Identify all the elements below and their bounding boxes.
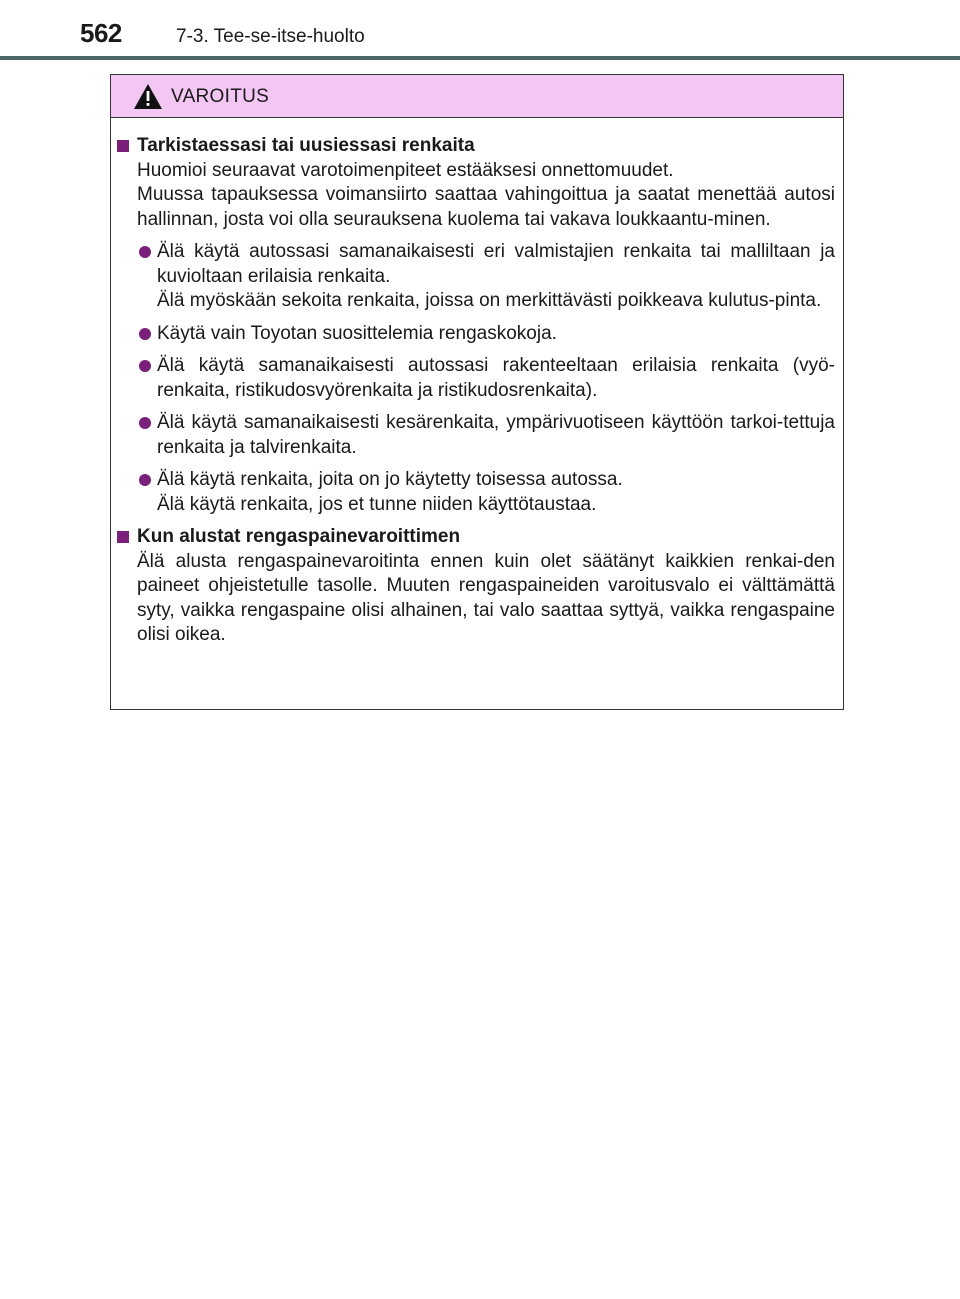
list-item: [117, 468, 835, 517]
page-header: [0, 0, 960, 60]
bullet-line: Älä käytä renkaita, jos et tunne niiden käyttötaustaa.: [157, 493, 597, 515]
bullet-line: Älä käytä autossasi samanaikaisesti eri valmistajien renkaita tai malliltaan ja kuvioltaan erilaisia renkaita.: [157, 241, 835, 287]
warning-header: [111, 75, 843, 118]
list-item: [117, 322, 835, 347]
square-bullet-icon: [117, 140, 129, 152]
topic-heading: [117, 525, 835, 550]
warning-box: [110, 74, 844, 710]
topic-text: [117, 550, 835, 648]
header-divider: [0, 56, 960, 60]
section-title: 7-3. Tee-se-itse-huolto: [176, 26, 365, 47]
page-number: 562: [80, 18, 122, 48]
round-bullet-icon: [139, 474, 151, 486]
warning-label: VAROITUS: [171, 86, 270, 107]
paragraph: Huomioi seuraavat varotoimenpiteet estääksesi onnettomuudet.: [137, 159, 674, 181]
paragraph: Muussa tapauksessa voimansiirto saattaa vahingoittua ja saatat menettää autosi hallinnan, josta voi olla seurauksena kuolema tai vakava loukkaantu-minen.: [137, 184, 835, 230]
topic-heading: [117, 134, 835, 159]
bullet-line: Älä käytä renkaita, joita on jo käytetty toisessa autossa.: [157, 469, 623, 490]
warning-triangle-icon: [133, 83, 163, 110]
bullet-line: Älä käytä samanaikaisesti autossasi rakenteeltaan erilaisia renkaita (vyö-renkaita, ristikudosvyörenkaita ja ristikudosrenkaita).: [157, 355, 835, 401]
bullet-line: Älä käytä samanaikaisesti kesärenkaita, ympärivuotiseen käyttöön tarkoi-tettuja renkaita ja talvirenkaita.: [157, 412, 835, 458]
list-item: [117, 240, 835, 314]
square-bullet-icon: [117, 531, 129, 543]
round-bullet-icon: [139, 360, 151, 372]
list-item: [117, 411, 835, 460]
bullet-line: Älä myöskään sekoita renkaita, joissa on merkittävästi poikkeava kulutus-pinta.: [157, 290, 822, 311]
topic-heading-text: Tarkistaessasi tai uusiessasi renkaita: [137, 135, 475, 156]
topic-heading-text: Kun alustat rengaspainevaroittimen: [137, 526, 461, 547]
list-item: [117, 354, 835, 403]
round-bullet-icon: [139, 246, 151, 258]
round-bullet-icon: [139, 417, 151, 429]
round-bullet-icon: [139, 328, 151, 340]
paragraph: Älä alusta rengaspainevaroitinta ennen kuin olet säätänyt kaikkien renkai-den paineet ohjeistetulle tasolle. Muuten rengaspaineiden varoitusvalo ei välttämättä syty, vaikka rengaspaine olisi alhainen, tai valo saattaa syttyä, vaikka rengaspaine olisi oikea.: [137, 550, 835, 645]
topic-tpms-reset: [117, 525, 835, 648]
bullet-line: Käytä vain Toyotan suosittelemia rengaskokoja.: [157, 322, 557, 344]
warning-body: [111, 118, 843, 648]
bullet-list: [117, 240, 835, 517]
topic-text: [117, 159, 835, 233]
topic-tire-check: [117, 134, 835, 517]
